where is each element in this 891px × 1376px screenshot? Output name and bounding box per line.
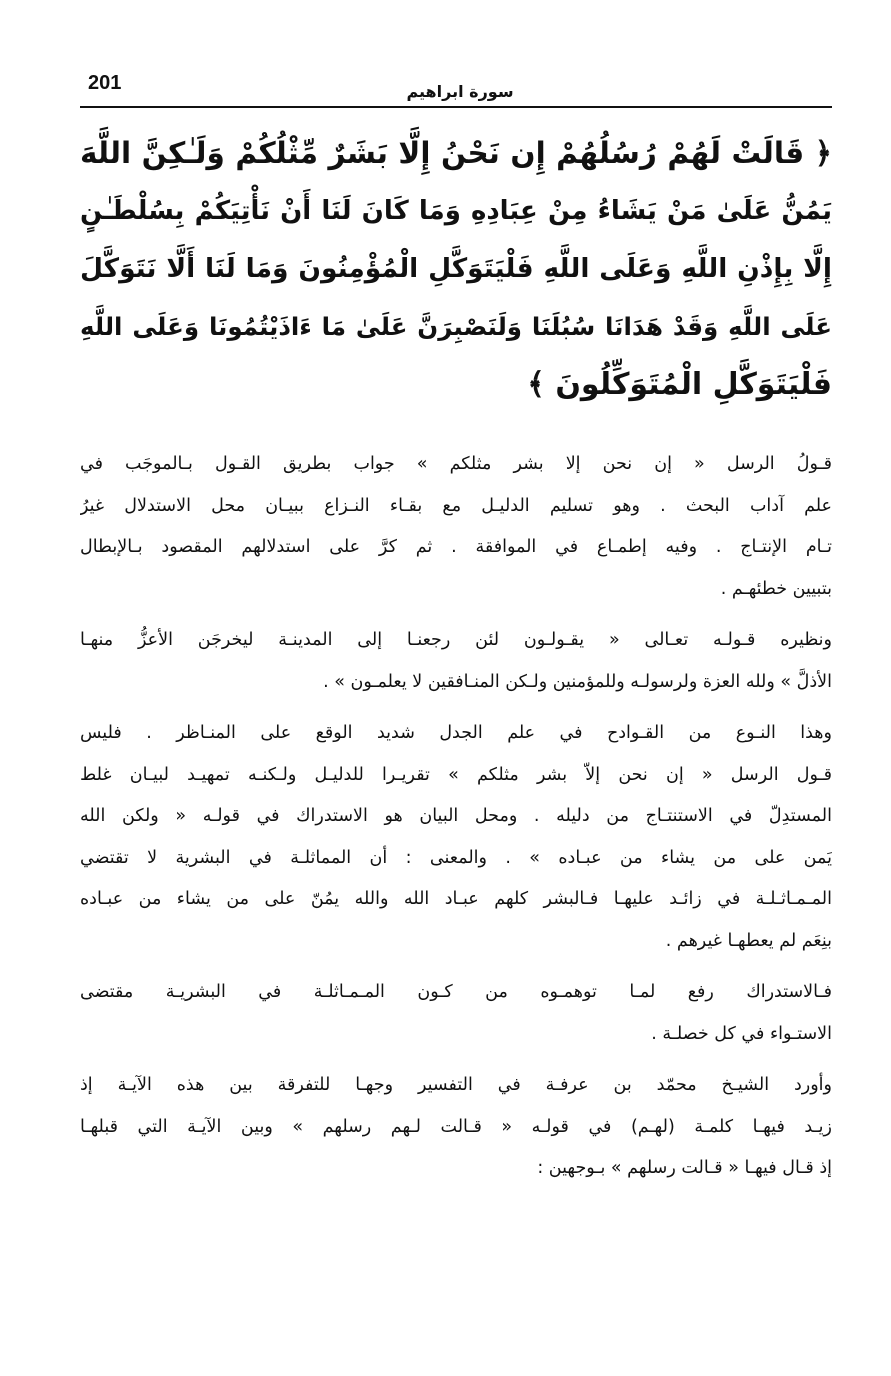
paragraph (80, 713, 832, 962)
verse-line: يَمُنُّ عَلَىٰ مَنْ يَشَاءُ مِنْ عِبَادِهِ وَمَا كَانَ لَنَا أَنْ نَأْتِيَكُمْ بِسُلْطَـٰنٍ (80, 196, 832, 226)
page-header (80, 68, 832, 108)
text-line: وهذا النـوع من القـوادح في علم الجدل شديد الوقع على المنـاظر . فليس (80, 723, 832, 743)
text-line: وأورد الشيـخ محمّد بن عرفـة في التفسير وجهـا للتفرقة بين هذه الآيـة إذ (80, 1075, 832, 1095)
text-line: بتبيين خطئهـم . (720, 578, 832, 599)
text-line: يَمن على من يشاء من عبـاده » . والمعنى : أن المماثلـة في البشرية لا تقتضي (80, 847, 832, 868)
paragraph (80, 972, 832, 1055)
verse-line: فَلْيَتَوَكَّلِ الْمُتَوَكِّلُونَ ﴾ (527, 367, 832, 402)
surah-title: سورة ابراهيم (406, 82, 514, 101)
commentary-text (80, 444, 832, 1200)
text-line: ونظيره قـولـه تعـالى « يقـولـون لئن رجعنـا إلى المدينـة ليخرجَن الأعزُّ منهـا (80, 630, 832, 650)
page-number: 201 (88, 72, 122, 94)
verse-line: عَلَى اللَّهِ وَقَدْ هَدَانَا سُبُلَنَا وَلَنَصْبِرَنَّ عَلَىٰ مَا ءَاذَيْتُمُونَا وَعَلَى اللَّهِ (80, 312, 832, 341)
verse-line: إِلَّا بِإِذْنِ اللَّهِ وَعَلَى اللَّهِ فَلْيَتَوَكَّلِ الْمُؤْمِنُونَ وَمَا لَنَا أَلَّا نَتَوَكَّلَ (80, 253, 832, 284)
paragraph (80, 1065, 832, 1190)
verse-line: ﴿ قَالَتْ لَهُمْ رُسُلُهُمْ إِن نَحْنُ إِلَّا بَشَرٌ مِّثْلُكُمْ وَلَـٰكِنَّ اللَّهَ (80, 136, 832, 170)
quran-verse (80, 124, 832, 414)
text-line: بنِعَم لم يعطهـا غيرهم . (665, 930, 832, 951)
text-line: قـولُ الرسل « إن نحن إلا بشر مثلكم » جواب بطريق القـول بـالموجَب في (80, 454, 832, 474)
text-line: الأذلَّ » ولله العزة ولرسولـه وللمؤمنين ولـكن المنـافقين لا يعلمـون » . (323, 671, 832, 692)
paragraph (80, 444, 832, 610)
text-line: علم آداب البحث . وهو تسليم الدليـل مع بقـاء النـزاع ببيـان محل الاستدلال غيرُ (80, 495, 832, 516)
text-line: الاستـواء في كل خصلـة . (651, 1023, 832, 1044)
text-line: إذ قـال فيهـا « قـالت رسلهم » بـوجهين : (537, 1158, 832, 1178)
text-line: زيـد فيهـا كلمـة (لهـم) في قولـه « قـالت لـهم رسلهم » وبين الآيـة التي قبلهـا (80, 1116, 832, 1137)
paragraph (80, 620, 832, 703)
text-line: قـول الرسل « إن نحن إلاّ بشر مثلكم » تقريـرا للدليـل ولـكنـه تمهيـد لبيـان غلط (80, 764, 832, 785)
text-line: المستدِلّ في الاستنتـاج من دليله . ومحل البيان هو الاستدراك في قولـه « ولكن الله (80, 806, 832, 826)
text-line: فـالاستدراك رفع لمـا توهمـوه من كـون المـمـاثلـة في البشريـة مقتضى (80, 982, 832, 1002)
header-divider (80, 106, 832, 108)
text-line: تـام الإنتـاج . وفيه إطمـاع في الموافقة . ثم كرَّ على استدلالهم المقصود بـالإبطال (80, 537, 832, 557)
text-line: المـمـاثـلـة في زائـد عليهـا فـالبشر كلهم عبـاد الله والله يمُنّ على من يشاء من عبـاده (80, 889, 832, 909)
